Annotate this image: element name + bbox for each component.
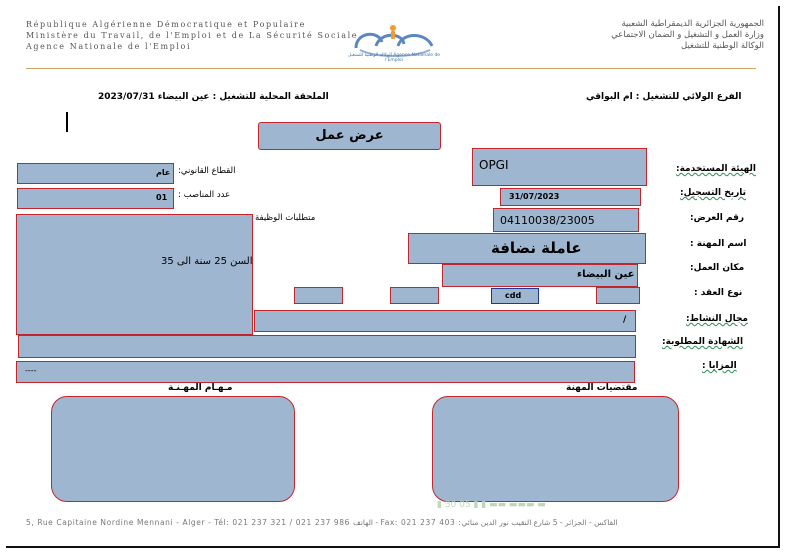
- header-french: [26, 19, 358, 52]
- sector-field: [17, 163, 174, 184]
- job-name-label: اسم المهنة :: [690, 239, 747, 249]
- agency-label: الملحقة المحلية للتشغيل : عين البيضاء 2023/07/31: [98, 92, 329, 102]
- contract-option-cdd[interactable]: [491, 288, 539, 304]
- offer-no-label: رقم العرض:: [690, 213, 745, 223]
- work-place-label: مكان العمل:: [690, 263, 745, 273]
- page-title: عرض عمل: [258, 122, 441, 150]
- header-fr-line-2: Ministère du Travail, de l'Emploi et de La Sécurité Sociale: [26, 31, 359, 40]
- employer-value: OPGI: [479, 158, 509, 172]
- faded-stamp-icon: ▮ 30 05 ▮ ▮ ▬▬ ▬▬▬ ▬: [437, 500, 546, 510]
- activity-value: /: [623, 315, 627, 325]
- contract-option-4[interactable]: [596, 287, 640, 304]
- page-frame-right: [778, 6, 780, 546]
- benefits-label: المزايا :: [702, 361, 737, 371]
- contract-value: cdd: [505, 291, 522, 300]
- sector-label: القطاع القانوني:: [178, 166, 236, 176]
- offer-no-value: 04110038/23005: [500, 214, 595, 227]
- header-arabic: [611, 19, 764, 52]
- employer-label: الهيئة المستخدمة:: [676, 164, 756, 174]
- degree-label: الشهادة المطلوبة:: [662, 337, 744, 347]
- benefits-value: ----: [25, 366, 37, 375]
- job-name-value: عاملة نضافة: [491, 239, 582, 257]
- posts-field: [17, 188, 174, 209]
- footer-address: 5, Rue Capitaine Nordine Mennani - Alger - Tél: 021 237 321 / 021 237 986 الهاتف - Fax: 021 237 403 :الفاكس - الجزائر - 5 شارع النقيب نور الدين منائي: [26, 518, 618, 527]
- qualities-label: مقتضيات المهنة: [566, 383, 638, 393]
- degree-field: [18, 335, 636, 358]
- posts-value: 01: [156, 193, 168, 202]
- contract-option-2[interactable]: [390, 287, 439, 304]
- header-ar-line-2: وزارة العمل و التشغيل و الضمان الاجتماعي: [611, 30, 764, 40]
- qualities-box: [432, 396, 679, 502]
- work-place-value: عين البيضاء: [577, 269, 635, 280]
- branch-label: الفرع الولائي للتشغيل : ام البواقي: [586, 92, 742, 102]
- header-ar-line-1: الجمهورية الجزائرية الديمقراطية الشعبية: [621, 19, 764, 29]
- header-ar-line-3: الوكالة الوطنية للتشغيل: [681, 41, 764, 51]
- requirements-value: السن 25 سنة الى 35: [161, 256, 253, 267]
- text-cursor: [66, 112, 68, 132]
- reg-date-value: 31/07/2023: [509, 192, 560, 201]
- header-fr-line-1: République Algérienne Démocratique et Populaire: [26, 20, 306, 29]
- offer-no-field: [493, 208, 639, 232]
- contract-option-1[interactable]: [294, 287, 343, 304]
- logo-caption: الوكالة الوطنية للتشغيل Agence Nationale de l'Emploi: [347, 53, 441, 63]
- contract-label: نوع العقد :: [694, 288, 743, 298]
- reg-date-field: [500, 188, 641, 206]
- posts-label: عدد المناصب :: [178, 190, 231, 200]
- reg-date-label: تاريخ التسجيل:: [680, 188, 747, 198]
- job-name-field: [408, 233, 646, 264]
- tasks-label: مـهـام المهـنـة: [168, 383, 233, 393]
- activity-label: مجال النشاط:: [686, 314, 749, 324]
- requirements-label: متطلبات الوظيفة: [255, 213, 316, 223]
- requirements-field: [16, 214, 253, 335]
- sector-value: عام: [156, 168, 171, 177]
- header-divider: [26, 68, 756, 69]
- header-fr-line-3: Agence Nationale de l'Emploi: [26, 42, 192, 51]
- page-frame-bottom: [6, 546, 780, 548]
- work-place-field: [442, 264, 638, 287]
- activity-field: [254, 310, 636, 332]
- tasks-box: [51, 396, 295, 502]
- benefits-field: [16, 361, 635, 383]
- employer-field: [472, 148, 647, 186]
